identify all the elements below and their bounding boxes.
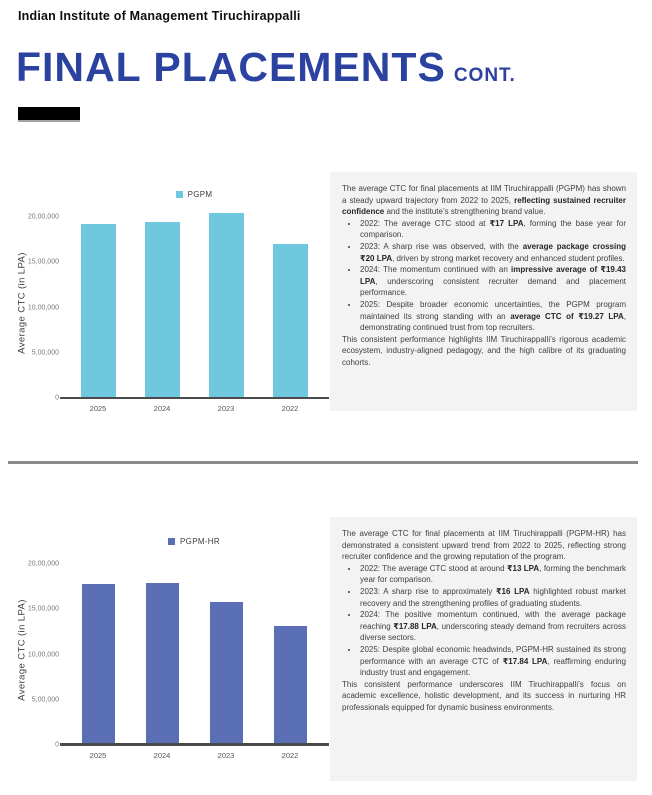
y-tick-label: 10,00,000 <box>27 651 59 659</box>
bullet-item: • 2023: A sharp rise to approximately ₹16 LPA highlighted robust market recovery and the strengthening profiles of graduating students. <box>359 586 626 609</box>
pgpmhr-analysis-panel <box>330 517 637 781</box>
black-accent-bar <box>18 107 80 120</box>
y-axis-title: Average CTC (in LPA) <box>16 599 28 701</box>
x-axis-line <box>60 743 329 746</box>
pgpm-average-ctc-chart <box>8 186 330 434</box>
pgpm-analysis-panel <box>330 172 637 411</box>
page-title <box>16 44 516 91</box>
x-tick-label: 2024 <box>153 404 171 413</box>
legend-label: PGPM <box>187 190 213 199</box>
bar-2022 <box>273 244 308 398</box>
closing-paragraph: This consistent performance highlights IIM Tiruchirappalli’s rigorous academic ecosystem, industry-aligned pedagogy, and the high calibre of its graduating cohorts. <box>342 334 626 367</box>
chart-legend <box>66 537 322 546</box>
pgpmhr-average-ctc-chart <box>8 533 330 781</box>
title-main: FINAL PLACEMENTS <box>16 44 446 90</box>
y-tick-label: 20,00,000 <box>27 560 59 568</box>
legend-swatch-icon <box>168 538 175 545</box>
x-axis-labels <box>66 404 322 413</box>
bar-2025 <box>81 224 116 398</box>
bullet-item: • 2025: Despite global economic headwinds, PGPM-HR sustained its strong performance with an average CTC of ₹17.84 LPA, reaffirming enduring industry trust and engagement. <box>359 644 626 679</box>
y-tick-label: 15,00,000 <box>27 605 59 613</box>
y-tick-label: 0 <box>55 741 59 749</box>
section-divider <box>8 461 638 464</box>
y-tick-label: 0 <box>55 394 59 402</box>
x-axis-labels <box>66 751 322 760</box>
bar-2022 <box>274 626 307 745</box>
y-tick-label: 20,00,000 <box>27 213 59 221</box>
bar-2023 <box>210 602 243 745</box>
legend-swatch-icon <box>176 191 183 198</box>
y-axis-title: Average CTC (in LPA) <box>16 252 28 354</box>
x-tick-label: 2025 <box>89 751 107 760</box>
title-suffix: CONT. <box>453 65 516 86</box>
x-tick-label: 2023 <box>217 404 235 413</box>
bullet-list <box>342 218 626 334</box>
bullet-item: • 2025: Despite broader economic uncertainties, the PGPM program maintained its strong standing with an average CTC of ₹19.27 LPA, demonstrating continued trust from top recruiters. <box>359 299 626 334</box>
intro-paragraph: The average CTC for final placements at IIM Tiruchirappalli (PGPM) has shown a steady upward trajectory from 2022 to 2025, reflecting sustained recruiter confidence and the institute’s strengthening brand value. <box>342 184 626 217</box>
bar-2023 <box>209 213 244 398</box>
y-tick-label: 15,00,000 <box>27 258 59 266</box>
y-tick-label: 5,00,000 <box>31 696 59 704</box>
plot-area <box>27 555 322 749</box>
institution-name: Indian Institute of Management Tiruchirappalli <box>18 9 301 23</box>
y-tick-label: 10,00,000 <box>27 304 59 312</box>
bar-2024 <box>145 222 180 398</box>
bar-2024 <box>146 583 179 745</box>
x-tick-label: 2023 <box>217 751 235 760</box>
y-tick-label: 5,00,000 <box>31 349 59 357</box>
x-tick-label: 2022 <box>281 404 299 413</box>
intro-paragraph: The average CTC for final placements at IIM Tiruchirappalli (PGPM-HR) has demonstrated a consistent upward trend from 2022 to 2025, reflecting strong recruiter confidence and the growing reputation of the program. <box>342 529 626 562</box>
chart-legend <box>66 190 322 199</box>
plot-area <box>27 208 322 402</box>
x-tick-label: 2025 <box>89 404 107 413</box>
legend-label: PGPM-HR <box>180 537 220 546</box>
bullet-item: • 2024: The momentum continued with an impressive average of ₹19.43 LPA, underscoring consistent recruiter demand and placement performance. <box>359 264 626 299</box>
closing-paragraph: This consistent performance underscores IIM Tiruchirappalli’s focus on academic excellence, holistic development, and its success in nurturing HR professionals equipped for dynamic business environments. <box>342 679 626 712</box>
bullet-item: • 2023: A sharp rise was observed, with the average package crossing ₹20 LPA, driven by strong market recovery and enhanced student profiles. <box>359 241 626 264</box>
bullet-list <box>342 563 626 679</box>
bullet-item: • 2022: The average CTC stood at ₹17 LPA, forming the base year for comparison. <box>359 218 626 241</box>
bullet-item: • 2024: The positive momentum continued, with the average package reaching ₹17.88 LPA, underscoring steady demand from recruiters across diverse sectors. <box>359 609 626 644</box>
bullet-item: • 2022: The average CTC stood at around ₹13 LPA, forming the benchmark year for comparison. <box>359 563 626 586</box>
x-tick-label: 2022 <box>281 751 299 760</box>
x-axis-line <box>60 397 329 399</box>
bar-2025 <box>82 584 115 745</box>
x-tick-label: 2024 <box>153 751 171 760</box>
